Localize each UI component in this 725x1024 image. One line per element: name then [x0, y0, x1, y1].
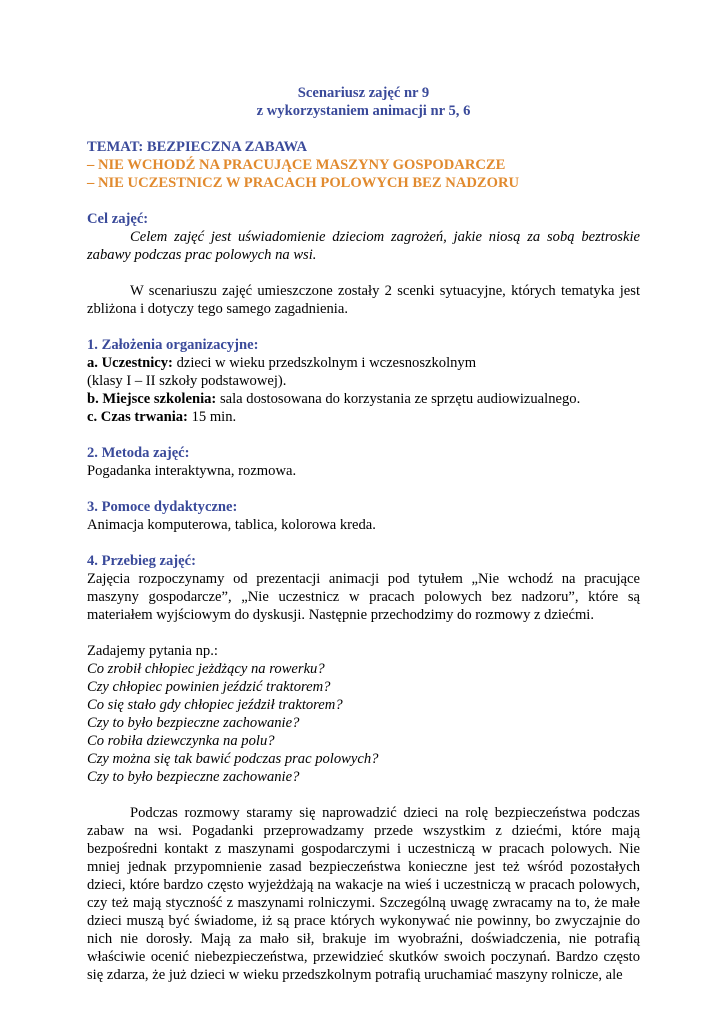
section2-heading: 2. Metoda zajęć: [87, 445, 190, 461]
topic-sub-1: – NIE WCHODŹ NA PRACUJĄCE MASZYNY GOSPODARCZE [87, 157, 506, 173]
section3-heading: 3. Pomoce dydaktyczne: [87, 499, 238, 515]
duration-text: 15 min. [187, 409, 237, 425]
section-method [87, 444, 640, 480]
question-item: Co się stało gdy chłopiec jeździł traktorem? [87, 697, 343, 713]
intro-paragraph: W scenariuszu zajęć umieszczone zostały 2 scenki sytuacyjne, których tematyka jest zbliżona i dotyczy tego samego zagadnienia. [87, 283, 640, 317]
closing-paragraph: Podczas rozmowy staramy się naprowadzić dzieci na rolę bezpieczeństwa podczas zabaw na wsi. Pogadanki przeprowadzamy przede wszystkim z dziećmi, które mają bezpośredni kontakt z maszynami gospodarczymi i uczestniczą w pracach polowych. Nie mniej jednak przypomnienie zasad bezpieczeństwa konieczne jest też wśród pozostałych dzieci, które bardzo często wyjeżdżają na wakacje na wieś i uczestniczą w pracach polowych, czy też mają styczność z maszynami rolniczymi. Szczególną uwagę zwracamy na to, że małe dzieci muszą być świadome, iż są prace których wykonywać nie powinny, bo zwyczajnie do nich nie dorosły. Mają za mało sił, brakuje im wyobraźni, doświadczenia, nie potrafią właściwie ocenić niebezpieczeństwa, przewidzieć skutków swoich poczynań. Bardzo często się zdarza, że już dzieci w wieku przedszkolnym potrafią uruchamiać maszyny rolnicze, ale [87, 805, 640, 983]
participants-line [87, 354, 640, 372]
place-label: b. Miejsce szkolenia: [87, 391, 217, 407]
question-item: Czy to było bezpieczne zachowanie? [87, 769, 300, 785]
duration-label: c. Czas trwania: [87, 409, 188, 425]
section4-heading: 4. Przebieg zajęć: [87, 553, 196, 569]
section-organization [87, 336, 640, 426]
section-aids [87, 498, 640, 534]
participants-label: a. Uczestnicy: [87, 355, 173, 371]
scenario-title: Scenariusz zajęć nr 9 [297, 85, 430, 101]
topic-main: TEMAT: BEZPIECZNA ZABAWA [87, 139, 308, 155]
document-header [87, 84, 640, 120]
place-text: sala dostosowana do korzystania ze sprzętu audiowizualnego. [216, 391, 581, 407]
section1-heading: 1. Założenia organizacyjne: [87, 337, 259, 353]
question-item: Czy chłopiec powinien jeździć traktorem? [87, 679, 331, 695]
topic-sub-2: – NIE UCZESTNICZ W PRACACH POLOWYCH BEZ NADZORU [87, 175, 520, 191]
goal-heading: Cel zajęć: [87, 211, 149, 227]
participants-text: dzieci w wieku przedszkolnym i wczesnoszkolnym [172, 355, 477, 371]
place-line [87, 390, 640, 408]
duration-line [87, 408, 640, 426]
section-course [87, 552, 640, 624]
goal-text: Celem zajęć jest uświadomienie dzieciom zagrożeń, jakie niosą za sobą beztroskie zabawy podczas prac polowych na wsi. [87, 229, 640, 263]
question-item: Czy można się tak bawić podczas prac polowych? [87, 751, 379, 767]
question-item: Czy to było bezpieczne zachowanie? [87, 715, 300, 731]
scenario-subtitle: z wykorzystaniem animacji nr 5, 6 [256, 103, 471, 119]
question-item: Co zrobił chłopiec jeżdżący na rowerku? [87, 661, 325, 677]
topic-block [87, 138, 640, 192]
course-text: Zajęcia rozpoczynamy od prezentacji animacji pod tytułem „Nie wchodź na pracujące maszyny gospodarcze”, „Nie uczestnicz w pracach polowych bez nadzoru”, które są materiałem wyjściowym do dyskusji. Następnie przechodzimy do rozmowy z dziećmi. [87, 571, 640, 623]
questions-intro: Zadajemy pytania np.: [87, 643, 218, 659]
goal-section [87, 210, 640, 264]
aids-text: Animacja komputerowa, tablica, kolorowa kreda. [87, 517, 376, 533]
participants-line-2: (klasy I – II szkoły podstawowej). [87, 373, 287, 389]
method-text: Pogadanka interaktywna, rozmowa. [87, 463, 297, 479]
question-item: Co robiła dziewczynka na polu? [87, 733, 275, 749]
questions-block [87, 642, 640, 786]
